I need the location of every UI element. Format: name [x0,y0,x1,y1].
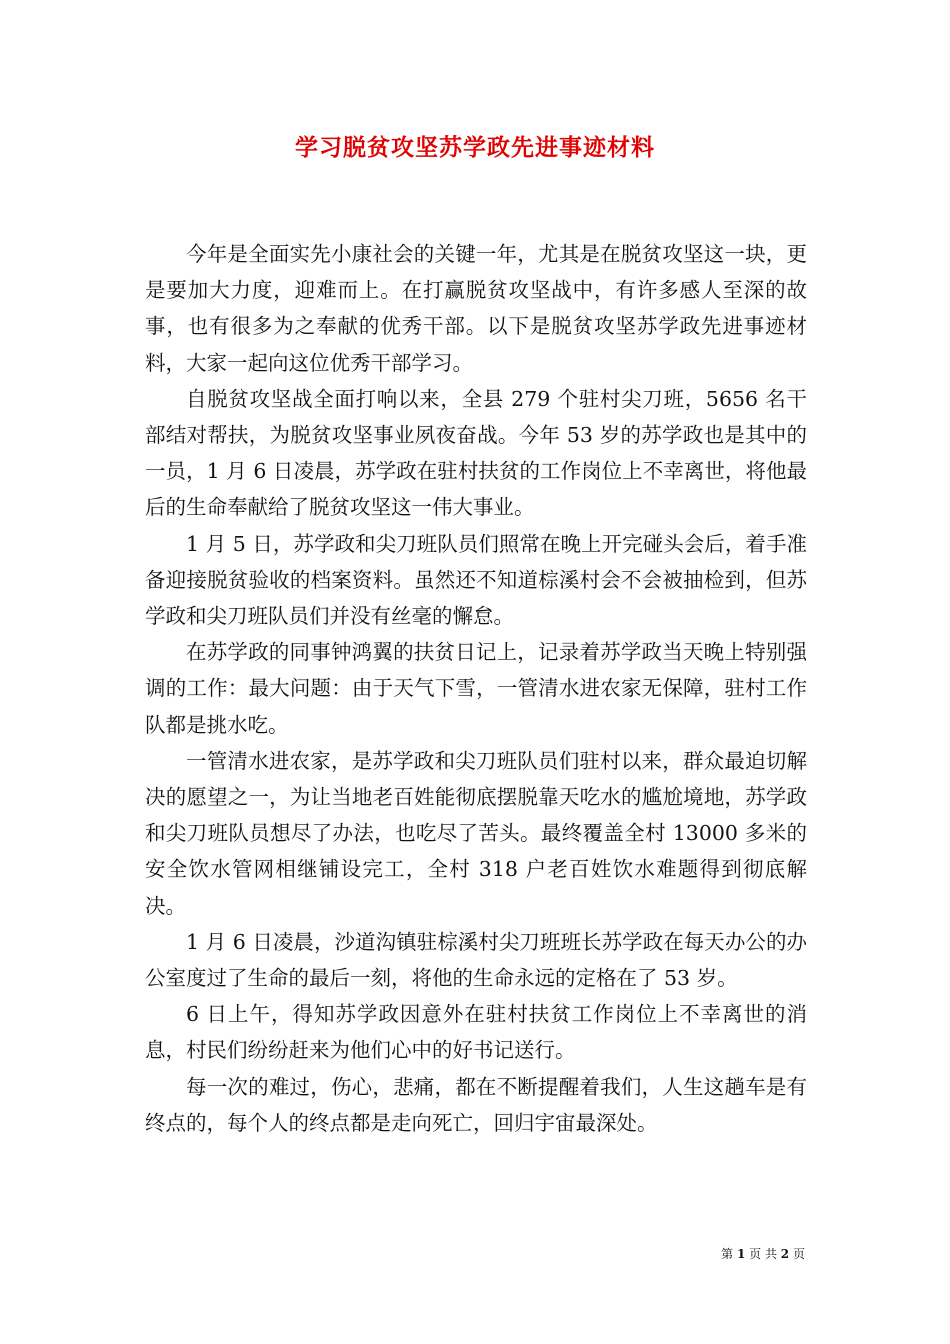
paragraph: 自脱贫攻坚战全面打响以来，全县 279 个驻村尖刀班，5656 名干部结对帮扶，为脱贫攻坚事业夙夜奋战。今年 53 岁的苏学政也是其中的一员，1 月 6 日凌晨，苏学政在驻村扶贫的工作岗位上不幸离世，将他最后的生命奉献给了脱贫攻坚这一伟大事业。 [145,386,807,520]
footer-prefix: 第 [721,1247,734,1261]
document-title: 学习脱贫攻坚苏学政先进事迹材料 [295,134,655,161]
total-pages-number: 2 [780,1247,790,1261]
footer-middle: 页 共 [749,1247,777,1261]
paragraph: 1 月 5 日，苏学政和尖刀班队员们照常在晚上开完碰头会后，着手准备迎接脱贫验收的档案资料。虽然还不知道棕溪村会不会被抽检到，但苏学政和尖刀班队员们并没有丝毫的懈怠。 [145,531,807,629]
paragraph: 每一次的难过，伤心，悲痛，都在不断提醒着我们，人生这趟车是有终点的，每个人的终点都是走向死亡，回归宇宙最深处。 [145,1074,807,1135]
current-page-number: 1 [736,1247,746,1261]
paragraph: 6 日上午，得知苏学政因意外在驻村扶贫工作岗位上不幸离世的消息，村民们纷纷赶来为他们心中的好书记送行。 [145,1002,807,1063]
paragraph: 一管清水进农家，是苏学政和尖刀班队员们驻村以来，群众最迫切解决的愿望之一，为让当地老百姓能彻底摆脱靠天吃水的尴尬境地，苏学政和尖刀班队员想尽了办法，也吃尽了苦头。最终覆盖全村 13000 多米的安全饮水管网相继铺设完工，全村 318 户老百姓饮水难题得到彻底解决。 [145,748,807,918]
paragraph: 今年是全面实先小康社会的关键一年，尤其是在脱贫攻坚这一块，更是要加大力度，迎难而上。在打赢脱贫攻坚战中，有许多感人至深的故事，也有很多为之奉献的优秀干部。以下是脱贫攻坚苏学政先进事迹材料，大家一起向这位优秀干部学习。 [145,242,807,375]
paragraph: 1 月 6 日凌晨，沙道沟镇驻棕溪村尖刀班班长苏学政在每天办公的办公室度过了生命的最后一刻，将他的生命永远的定格在了 53 岁。 [145,929,807,991]
document-body [145,236,807,1141]
paragraph: 在苏学政的同事钟鸿翼的扶贫日记上，记录着苏学政当天晚上特别强调的工作：最大问题：由于天气下雪，一管清水进农家无保障，驻村工作队都是挑水吃。 [145,640,807,737]
page-number-footer [721,1246,805,1262]
footer-suffix: 页 [792,1247,805,1261]
